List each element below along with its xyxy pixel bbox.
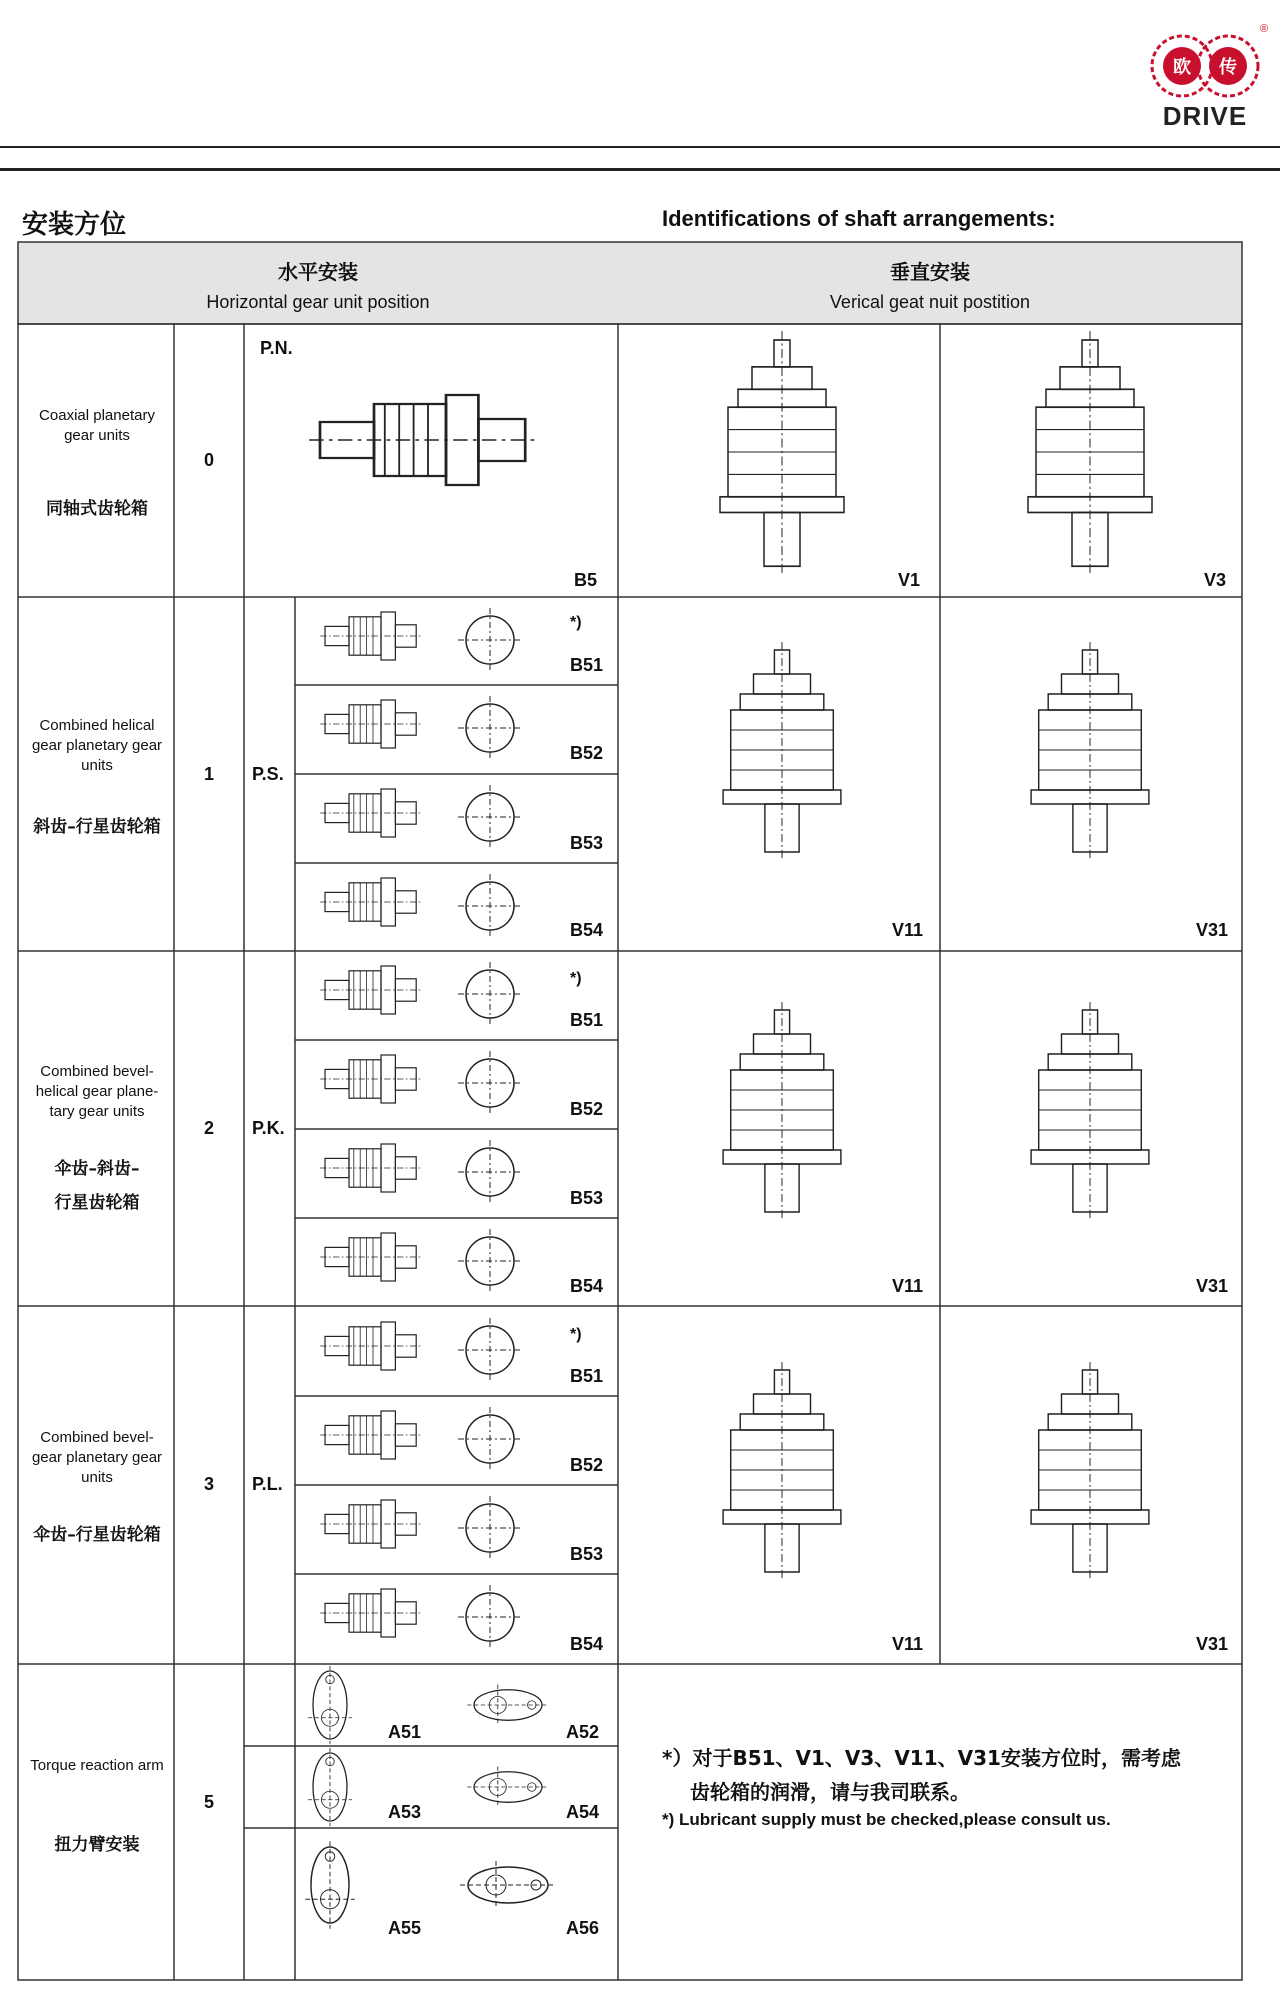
row1-star: *) [570,614,582,631]
row2-b54: B54 [570,1276,604,1296]
label-v3: V3 [1204,570,1227,590]
label-a51: A51 [388,1722,422,1742]
row2-desc-cn1: 伞齿–斜齿– [54,1159,140,1179]
row5-desc-cn: 扭力臂安装 [54,1835,140,1855]
registered-mark: ® [1259,23,1269,35]
row0-code: P.N. [260,338,293,358]
svg-text:传: 传 [1219,57,1237,78]
row3-b51: B51 [570,1366,604,1386]
row0-num: 0 [204,450,215,470]
horizontal-header-cn: 水平安装 [278,260,358,284]
row1-desc-cn: 斜齿–行星齿轮箱 [33,817,161,837]
drawings-row2 [320,962,1149,1293]
drawings-row1 [320,608,1149,938]
row2-b52: B52 [570,1099,604,1119]
row1-code: P.S. [252,764,284,784]
row3-desc-cn: 伞齿–行星齿轮箱 [33,1525,161,1545]
drawing-v1 [720,331,844,575]
row1-b54: B54 [570,920,604,940]
note-cn-line2: 齿轮箱的润滑，请与我司联系。 [690,1780,970,1804]
row3-star: *) [570,1326,582,1343]
row2-desc-en: Combined bevel-helical gear plane-tary gear units [35,1063,159,1120]
row2-b53: B53 [570,1188,604,1208]
row3-num: 3 [204,1474,215,1494]
row1-b51: B51 [570,655,604,675]
row2-star: *) [570,970,582,987]
drawing-b5 [309,395,536,485]
drawings-row5 [305,1666,556,1929]
row2-v11: V11 [892,1276,924,1296]
label-a52: A52 [566,1722,600,1742]
row5-num: 5 [204,1792,215,1812]
note-cn-line1: *）对于B51、V1、V3、V11、V31安装方位时，需考虑 [662,1746,1181,1770]
logo-brand: DRIVE [1162,101,1248,131]
label-v1: V1 [898,570,921,590]
row1-b52: B52 [570,743,604,763]
drawings-row3 [320,1318,1149,1649]
row3-b53: B53 [570,1544,604,1564]
row0-desc-en: Coaxial planetary gear units [39,407,155,444]
row5-desc-en: Torque reaction arm [30,1757,164,1774]
row2-v31: V31 [1196,1276,1229,1296]
row3-desc-en: Combined bevel-gear planetary gear units [31,1429,163,1486]
row0-desc-cn: 同轴式齿轮箱 [46,499,148,519]
row3-b52: B52 [570,1455,604,1475]
page-title-cn: 安装方位 [22,210,127,240]
row2-num: 2 [204,1118,215,1138]
row3-v11: V11 [892,1634,924,1654]
horizontal-header-en: Horizontal gear unit position [206,292,430,312]
vertical-header-en: Verical geat nuit postition [829,292,1031,312]
label-b5: B5 [574,570,598,590]
row1-desc-en: Combined helical gear planetary gear units [31,717,163,774]
label-a53: A53 [388,1802,422,1822]
svg-text:欧: 欧 [1173,57,1191,78]
row1-v31: V31 [1196,920,1229,940]
page-title-en: Identifications of shaft arrangements: [662,206,1056,231]
label-a56: A56 [566,1918,600,1938]
row2-b51: B51 [570,1010,604,1030]
label-a55: A55 [388,1918,422,1938]
row1-num: 1 [204,764,215,784]
label-a54: A54 [566,1802,600,1822]
note-en: *) Lubricant supply must be checked,please consult us. [662,1810,1111,1829]
vertical-header-cn: 垂直安装 [890,260,970,284]
row2-code: P.K. [252,1118,285,1138]
row3-code: P.L. [252,1474,283,1494]
row1-b53: B53 [570,833,604,853]
row2-desc-cn2: 行星齿轮箱 [54,1193,140,1213]
row1-v11: V11 [892,920,924,940]
row3-b54: B54 [570,1634,604,1654]
drawing-v3 [1028,331,1152,575]
row3-v31: V31 [1196,1634,1229,1654]
